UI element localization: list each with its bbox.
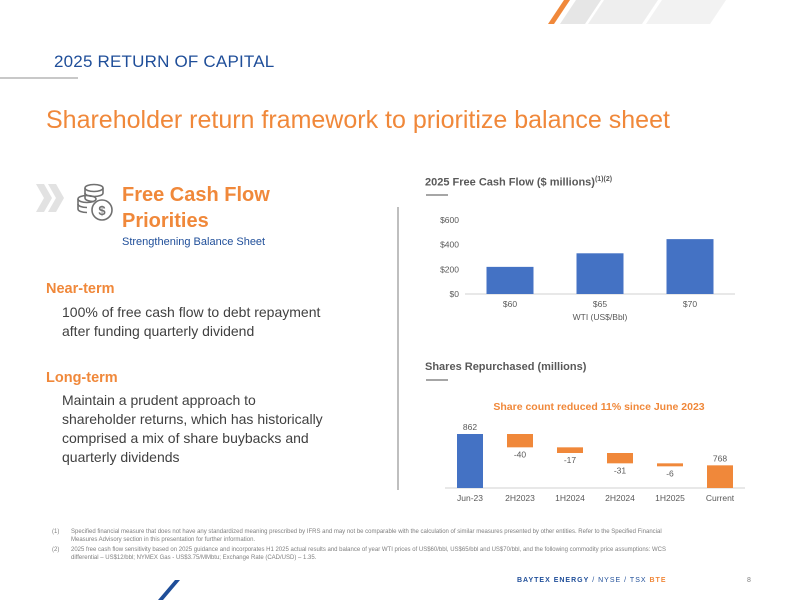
shares-change-bar bbox=[657, 463, 683, 466]
fcf-chart-title bbox=[425, 176, 612, 189]
footer-separator: / bbox=[592, 577, 596, 584]
fcf-priorities-title: Free Cash Flow Priorities bbox=[122, 184, 270, 232]
footnote-2-line-2: differential – US$12/bbl; NYMEX Gas - US$3.75/MMbtu; Exchange Rate (CAD/USD) – 1.35. bbox=[71, 555, 317, 561]
shares-x-tick-label: Current bbox=[705, 493, 735, 503]
footer-company: BAYTEX ENERGY bbox=[517, 577, 590, 584]
footer-exchange-nyse: NYSE bbox=[598, 577, 622, 584]
footnote-1-line-1: Specified financial measure that does not have any standardized meaning prescribed by IFRS and may not be comparable with the calculation of similar measures presented by other entities. Refer to the Specified Financial bbox=[71, 529, 662, 535]
shares-change-bar bbox=[557, 447, 583, 453]
long-term-text-line-3: comprised a mix of share buybacks and bbox=[62, 430, 309, 446]
shares-end-bar bbox=[707, 465, 733, 488]
shares-x-tick-label: 1H2025 bbox=[655, 493, 685, 503]
footnote-2-number: (2) bbox=[52, 547, 60, 553]
fcf-y-tick-label: $0 bbox=[449, 289, 459, 299]
page-number: 8 bbox=[747, 577, 751, 584]
footer-separator: / bbox=[624, 577, 628, 584]
shares-x-tick-label: 1H2024 bbox=[555, 493, 585, 503]
shares-chart bbox=[420, 392, 750, 512]
vertical-divider bbox=[397, 207, 399, 490]
long-term-text-line-1: Maintain a prudent approach to bbox=[62, 392, 256, 408]
near-term-text-line-2: after funding quarterly dividend bbox=[62, 323, 255, 339]
footnote-1-number: (1) bbox=[52, 529, 60, 535]
fcf-chart-title-text: 2025 Free Cash Flow ($ millions) bbox=[425, 176, 595, 189]
fcf-bar bbox=[577, 253, 624, 294]
header-stripe-grey-3 bbox=[646, 0, 726, 24]
shares-annotation: Share count reduced 11% since June 2023 bbox=[493, 401, 705, 413]
shares-start-bar bbox=[457, 434, 483, 488]
shares-data-label: 862 bbox=[462, 422, 478, 432]
fcf-priorities-subtitle: Strengthening Balance Sheet bbox=[122, 236, 266, 248]
fcf-chart bbox=[420, 205, 750, 330]
shares-change-bar bbox=[607, 453, 633, 463]
footer-exchange-tsx: TSX bbox=[629, 577, 647, 584]
fcf-x-tick-label: $65 bbox=[592, 299, 608, 309]
fcf-x-axis-label: WTI (US$/Bbl) bbox=[572, 312, 628, 322]
shares-change-bar bbox=[507, 434, 533, 447]
long-term-text-line-2: shareholder returns, which has historically bbox=[62, 411, 323, 427]
header-stripes bbox=[530, 0, 800, 26]
shares-chart-title: Shares Repurchased (millions) bbox=[425, 361, 587, 373]
long-term-text-line-4: quarterly dividends bbox=[62, 449, 180, 465]
near-term-text-line-1: 100% of free cash flow to debt repayment bbox=[62, 304, 321, 320]
fcf-chart-title-footnote-ref: (1)(2) bbox=[594, 176, 613, 183]
shares-data-label: -40 bbox=[513, 449, 527, 460]
footer-slash bbox=[158, 580, 184, 600]
fcf-bar bbox=[667, 239, 714, 294]
page-title: Shareholder return framework to prioritize balance sheet bbox=[46, 106, 670, 134]
footnote-2-line-1: 2025 free cash flow sensitivity based on 2025 guidance and incorporates H1 2025 actual results and balance of year WTI prices of US$60/bbl, US$65/bbl and US$70/bbl, and the following commodity price assumptions: WCS bbox=[71, 547, 667, 553]
shares-data-label: 768 bbox=[712, 453, 728, 464]
coins-dollar-icon bbox=[74, 181, 116, 223]
fcf-y-tick-label: $600 bbox=[440, 215, 459, 225]
fcf-y-tick-label: $400 bbox=[440, 239, 459, 250]
footer-brand bbox=[517, 577, 667, 584]
fcf-y-tick-label: $200 bbox=[440, 264, 459, 275]
svg-text:$: $ bbox=[98, 203, 106, 218]
fcf-chart-title-underline bbox=[426, 194, 448, 196]
fcf-x-tick-label: $70 bbox=[682, 299, 698, 309]
long-term-heading: Long-term bbox=[46, 370, 118, 386]
shares-data-label: -17 bbox=[563, 455, 577, 465]
section-title: 2025 RETURN OF CAPITAL bbox=[54, 52, 275, 71]
shares-x-tick-label: Jun-23 bbox=[457, 493, 483, 503]
shares-x-tick-label: 2H2024 bbox=[605, 493, 635, 503]
section-divider bbox=[0, 77, 78, 79]
shares-chart-title-underline bbox=[426, 379, 448, 381]
footnote-1-line-2: Measures Advisory section in this presentation for further information. bbox=[71, 537, 256, 543]
shares-data-label: -6 bbox=[666, 468, 674, 479]
shares-x-tick-label: 2H2023 bbox=[505, 493, 535, 503]
near-term-heading: Near-term bbox=[46, 281, 115, 297]
fcf-bar bbox=[487, 267, 534, 294]
footer-ticker: BTE bbox=[649, 577, 667, 584]
fcf-x-tick-label: $60 bbox=[502, 299, 518, 309]
chevron-right-icon bbox=[36, 184, 66, 212]
shares-data-label: -31 bbox=[613, 465, 627, 476]
